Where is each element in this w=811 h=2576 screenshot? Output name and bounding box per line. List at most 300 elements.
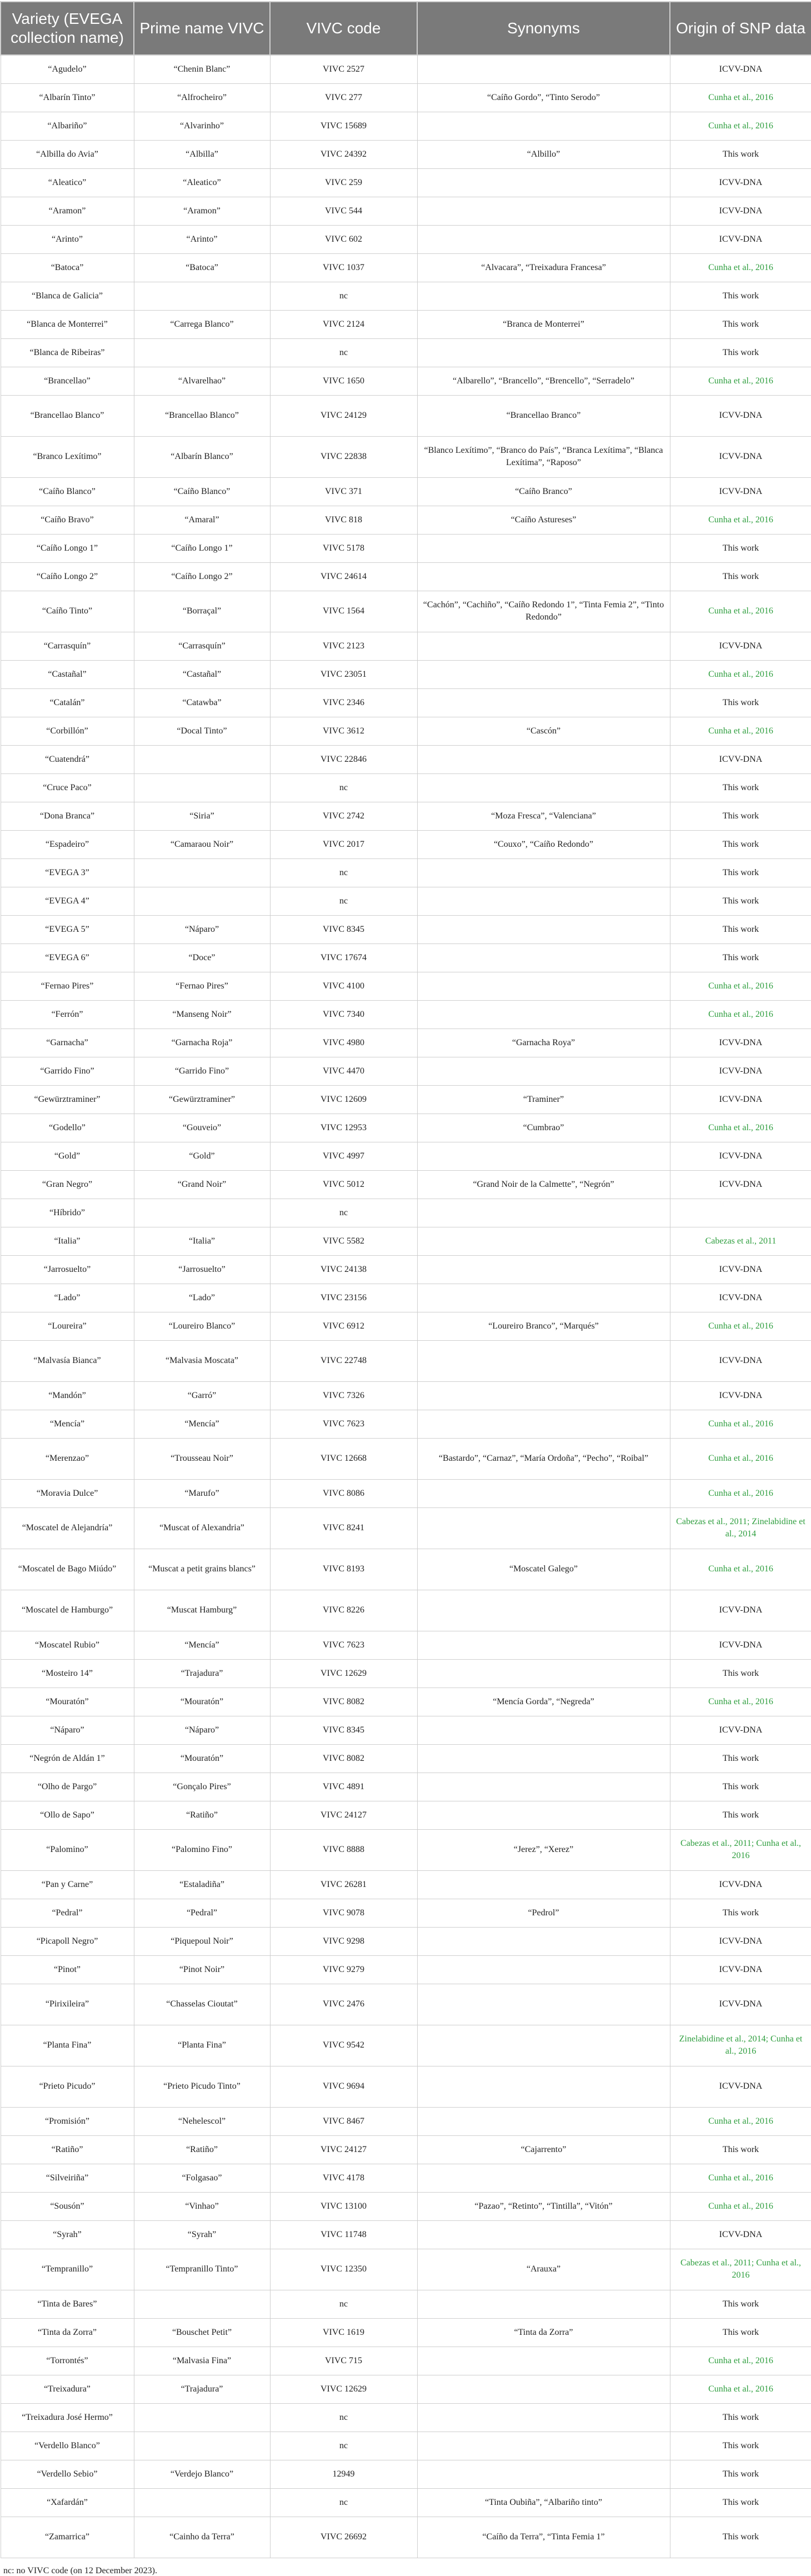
prime-name-cell: “Garnacha Roja” (134, 1029, 270, 1057)
synonyms-cell (417, 1284, 670, 1312)
synonyms-cell (417, 1410, 670, 1438)
table-row (1, 112, 811, 140)
origin-cell[interactable]: Cunha et al., 2016 (670, 2347, 811, 2375)
table-row (1, 140, 811, 168)
variety-cell: “Picapoll Negro” (1, 1927, 134, 1955)
table-header (1, 2, 811, 55)
vivc-code-cell: VIVC 24127 (270, 2135, 417, 2164)
prime-name-cell: “Borraçal” (134, 591, 270, 632)
table-row (1, 1631, 811, 1659)
vivc-code-cell: VIVC 1619 (270, 2318, 417, 2347)
prime-name-cell (134, 2432, 270, 2460)
variety-cell: “Mencía” (1, 1410, 134, 1438)
vivc-code-cell: VIVC 8086 (270, 1479, 417, 1507)
variety-cell: “Híbrido” (1, 1199, 134, 1227)
variety-cell: “Espadeiro” (1, 830, 134, 858)
table-row (1, 2347, 811, 2375)
synonyms-cell (417, 1716, 670, 1744)
vivc-code-cell: VIVC 24614 (270, 562, 417, 591)
prime-name-cell: “Bouschet Petit” (134, 2318, 270, 2347)
table-row (1, 168, 811, 197)
vivc-code-cell: nc (270, 282, 417, 310)
variety-cell: “Cuatendrá” (1, 745, 134, 773)
synonyms-cell (417, 632, 670, 660)
table-row (1, 2290, 811, 2318)
synonyms-cell: “Cascón” (417, 717, 670, 745)
vivc-code-cell: VIVC 2124 (270, 310, 417, 338)
footnote: nc: no VIVC code (on 12 December 2023). (3, 2565, 157, 2575)
synonyms-cell (417, 2220, 670, 2249)
table-row (1, 1438, 811, 1479)
variety-cell: “Albilla do Avia” (1, 140, 134, 168)
table-row (1, 1029, 811, 1057)
prime-name-cell: “Aleatico” (134, 168, 270, 197)
table-row (1, 1829, 811, 1870)
prime-name-cell: “Gold” (134, 1142, 270, 1170)
origin-cell[interactable]: Cunha et al., 2016 (670, 506, 811, 534)
variety-cell: “Ratiño” (1, 2135, 134, 2164)
vivc-code-cell: VIVC 11748 (270, 2220, 417, 2249)
vivc-code-cell: VIVC 4980 (270, 1029, 417, 1057)
prime-name-cell: “Alvarelhao” (134, 367, 270, 395)
origin-cell: This work (670, 2318, 811, 2347)
origin-cell: ICVV-DNA (670, 1927, 811, 1955)
origin-cell[interactable]: Cunha et al., 2016 (670, 972, 811, 1000)
prime-name-cell: “Palomino Fino” (134, 1829, 270, 1870)
variety-cell: “Treixadura José Hermo” (1, 2403, 134, 2432)
vivc-code-cell: nc (270, 858, 417, 887)
prime-name-cell (134, 1199, 270, 1227)
variety-cell: “Arinto” (1, 225, 134, 253)
origin-cell[interactable]: Cabezas et al., 2011; Cunha et al., 2016 (670, 2249, 811, 2290)
table-row (1, 915, 811, 943)
table-row (1, 2164, 811, 2192)
prime-name-cell: “Trousseau Noir” (134, 1438, 270, 1479)
synonyms-cell (417, 338, 670, 367)
variety-cell: “Planta Fina” (1, 2025, 134, 2066)
table-row (1, 830, 811, 858)
prime-name-cell: “Malvasia Moscata” (134, 1340, 270, 1381)
vivc-code-cell: VIVC 23051 (270, 660, 417, 688)
prime-name-cell: “Albilla” (134, 140, 270, 168)
vivc-code-cell: VIVC 7340 (270, 1000, 417, 1029)
origin-cell: ICVV-DNA (670, 1085, 811, 1114)
variety-cell: “Ollo de Sapo” (1, 1801, 134, 1829)
table-row (1, 802, 811, 830)
table-row (1, 1773, 811, 1801)
origin-cell[interactable]: Cunha et al., 2016 (670, 591, 811, 632)
synonyms-cell (417, 1381, 670, 1410)
synonyms-cell (417, 745, 670, 773)
vivc-code-cell: VIVC 8345 (270, 915, 417, 943)
origin-cell: This work (670, 887, 811, 915)
synonyms-cell (417, 858, 670, 887)
vivc-code-cell: VIVC 22838 (270, 436, 417, 477)
prime-name-cell: “Alvarinho” (134, 112, 270, 140)
variety-cell: “Cruce Paco” (1, 773, 134, 802)
table-row (1, 660, 811, 688)
vivc-code-cell: VIVC 5582 (270, 1227, 417, 1255)
table-row (1, 887, 811, 915)
origin-cell[interactable]: Cunha et al., 2016 (670, 660, 811, 688)
synonyms-cell: “Tinta Oubiña”, “Albariño tinto” (417, 2488, 670, 2517)
prime-name-cell: “Folgasao” (134, 2164, 270, 2192)
variety-cell: “Corbillón” (1, 717, 134, 745)
origin-cell: This work (670, 2135, 811, 2164)
vivc-code-cell: VIVC 715 (270, 2347, 417, 2375)
variety-cell: “Verdello Sebio” (1, 2460, 134, 2488)
prime-name-cell (134, 858, 270, 887)
synonyms-cell (417, 1590, 670, 1631)
origin-cell[interactable]: Cunha et al., 2016 (670, 2192, 811, 2220)
variety-cell: “Lado” (1, 1284, 134, 1312)
vivc-code-cell: VIVC 1037 (270, 253, 417, 282)
vivc-code-cell: nc (270, 773, 417, 802)
vivc-code-cell: 12949 (270, 2460, 417, 2488)
synonyms-cell (417, 2066, 670, 2107)
table-row (1, 1744, 811, 1773)
table-row (1, 395, 811, 436)
variety-cell: “Syrah” (1, 2220, 134, 2249)
synonyms-cell: “Pedrol” (417, 1899, 670, 1927)
prime-name-cell: “Jarrosuelto” (134, 1255, 270, 1284)
table-row (1, 1507, 811, 1549)
vivc-code-cell: VIVC 15689 (270, 112, 417, 140)
prime-name-cell: “Carrasquín” (134, 632, 270, 660)
synonyms-cell (417, 1340, 670, 1381)
variety-cell: “Blanca de Ribeiras” (1, 338, 134, 367)
prime-name-cell: “Vinhao” (134, 2192, 270, 2220)
synonyms-cell (417, 887, 670, 915)
origin-cell: ICVV-DNA (670, 1870, 811, 1899)
variety-cell: “EVEGA 6” (1, 943, 134, 972)
synonyms-cell: “Tinta da Zorra” (417, 2318, 670, 2347)
variety-cell: “Brancellao” (1, 367, 134, 395)
synonyms-cell (417, 1773, 670, 1801)
table-row (1, 1410, 811, 1438)
origin-cell[interactable]: Cunha et al., 2016 (670, 1688, 811, 1716)
origin-cell[interactable]: Cunha et al., 2016 (670, 367, 811, 395)
variety-cell: “Caíño Tinto” (1, 591, 134, 632)
origin-cell[interactable]: Cunha et al., 2016 (670, 1000, 811, 1029)
origin-cell[interactable]: Cunha et al., 2016 (670, 253, 811, 282)
table-row (1, 1142, 811, 1170)
table-row (1, 367, 811, 395)
origin-cell[interactable]: Cabezas et al., 2011 (670, 1227, 811, 1255)
variety-cell: “Negrón de Aldán 1” (1, 1744, 134, 1773)
table-row (1, 1114, 811, 1142)
table-row (1, 2220, 811, 2249)
table-row (1, 1479, 811, 1507)
synonyms-cell (417, 1744, 670, 1773)
vivc-code-cell: VIVC 12668 (270, 1438, 417, 1479)
synonyms-cell (417, 688, 670, 717)
prime-name-cell: “Grand Noir” (134, 1170, 270, 1199)
synonyms-cell: “Garnacha Roya” (417, 1029, 670, 1057)
synonyms-cell (417, 197, 670, 225)
prime-name-cell: “Mouratón” (134, 1688, 270, 1716)
variety-cell: “Albariño” (1, 112, 134, 140)
synonyms-cell (417, 1227, 670, 1255)
origin-cell: ICVV-DNA (670, 1057, 811, 1085)
synonyms-cell (417, 2164, 670, 2192)
prime-name-cell: “Verdejo Blanco” (134, 2460, 270, 2488)
synonyms-cell: “Caíño Gordo”, “Tinto Serodo” (417, 83, 670, 112)
table-row (1, 55, 811, 83)
origin-cell[interactable]: Cunha et al., 2016 (670, 1479, 811, 1507)
vivc-code-cell: VIVC 17674 (270, 943, 417, 972)
synonyms-cell: “Grand Noir de la Calmette”, “Negrón” (417, 1170, 670, 1199)
prime-name-cell: “Marufo” (134, 1479, 270, 1507)
prime-name-cell (134, 2488, 270, 2517)
origin-cell: ICVV-DNA (670, 2220, 811, 2249)
origin-cell[interactable]: Cabezas et al., 2011; Zinelabidine et al., 2014 (670, 1507, 811, 1549)
table-row (1, 2432, 811, 2460)
origin-cell[interactable]: Cunha et al., 2016 (670, 2107, 811, 2135)
synonyms-cell (417, 534, 670, 562)
synonyms-cell (417, 1631, 670, 1659)
prime-name-cell: “Gonçalo Pires” (134, 1773, 270, 1801)
table-row (1, 717, 811, 745)
vivc-code-cell: VIVC 8241 (270, 1507, 417, 1549)
prime-name-cell: “Chenin Blanc” (134, 55, 270, 83)
origin-cell: This work (670, 688, 811, 717)
variety-cell: “Moravia Dulce” (1, 1479, 134, 1507)
prime-name-cell: “Ratiño” (134, 2135, 270, 2164)
prime-name-cell: “Amaral” (134, 506, 270, 534)
variety-cell: “Torrontés” (1, 2347, 134, 2375)
origin-cell: ICVV-DNA (670, 55, 811, 83)
prime-name-cell: “Náparo” (134, 1716, 270, 1744)
variety-cell: “Aramon” (1, 197, 134, 225)
variety-cell: “Xafardán” (1, 2488, 134, 2517)
vivc-code-cell: VIVC 8226 (270, 1590, 417, 1631)
table-row (1, 1927, 811, 1955)
origin-cell: This work (670, 773, 811, 802)
prime-name-cell: “Alfrocheiro” (134, 83, 270, 112)
vivc-code-cell: VIVC 3612 (270, 717, 417, 745)
table-row (1, 2488, 811, 2517)
prime-name-cell: “Prieto Picudo Tinto” (134, 2066, 270, 2107)
origin-cell[interactable]: Cunha et al., 2016 (670, 2164, 811, 2192)
table-row (1, 197, 811, 225)
prime-name-cell: “Malvasia Fina” (134, 2347, 270, 2375)
variety-cell: “Mouratón” (1, 1688, 134, 1716)
prime-name-cell: “Muscat Hamburg” (134, 1590, 270, 1631)
variety-cell: “Godello” (1, 1114, 134, 1142)
variety-cell: “Pan y Carne” (1, 1870, 134, 1899)
table-row (1, 1688, 811, 1716)
variety-cell: “Zamarrica” (1, 2517, 134, 2558)
origin-cell: ICVV-DNA (670, 395, 811, 436)
prime-name-cell (134, 773, 270, 802)
table-row (1, 2066, 811, 2107)
synonyms-cell: “Mencía Gorda”, “Negreda” (417, 1688, 670, 1716)
prime-name-cell: “Pinot Noir” (134, 1955, 270, 1984)
synonyms-cell (417, 1057, 670, 1085)
table-row (1, 436, 811, 477)
prime-name-cell: “Mencía” (134, 1631, 270, 1659)
vivc-code-cell: VIVC 24127 (270, 1801, 417, 1829)
prime-name-cell: “Batoca” (134, 253, 270, 282)
synonyms-cell (417, 112, 670, 140)
synonyms-cell: “Brancellao Branco” (417, 395, 670, 436)
origin-cell: ICVV-DNA (670, 436, 811, 477)
prime-name-cell: “Mencía” (134, 1410, 270, 1438)
origin-cell: ICVV-DNA (670, 225, 811, 253)
origin-cell[interactable]: Zinelabidine et al., 2014; Cunha et al., 2016 (670, 2025, 811, 2066)
origin-cell[interactable]: Cunha et al., 2016 (670, 83, 811, 112)
synonyms-cell (417, 2460, 670, 2488)
table-row (1, 1255, 811, 1284)
synonyms-cell: “Branca de Monterrei” (417, 310, 670, 338)
synonyms-cell (417, 2347, 670, 2375)
origin-cell: This work (670, 282, 811, 310)
variety-cell: “Olho de Pargo” (1, 1773, 134, 1801)
origin-cell: ICVV-DNA (670, 1284, 811, 1312)
prime-name-cell: “Caíño Blanco” (134, 477, 270, 506)
table-row (1, 1170, 811, 1199)
variety-cell: “Loureira” (1, 1312, 134, 1340)
synonyms-cell (417, 225, 670, 253)
synonyms-cell (417, 2107, 670, 2135)
vivc-code-cell: VIVC 4891 (270, 1773, 417, 1801)
variety-cell: “Garrido Fino” (1, 1057, 134, 1085)
table-row (1, 1955, 811, 1984)
prime-name-cell (134, 887, 270, 915)
vivc-code-cell: VIVC 602 (270, 225, 417, 253)
synonyms-cell (417, 2025, 670, 2066)
variety-cell: “Caíño Bravo” (1, 506, 134, 534)
prime-name-cell: “Pedral” (134, 1899, 270, 1927)
synonyms-cell: “Cumbrao” (417, 1114, 670, 1142)
vivc-code-cell: VIVC 23156 (270, 1284, 417, 1312)
vivc-code-cell: VIVC 24392 (270, 140, 417, 168)
vivc-code-cell: nc (270, 2432, 417, 2460)
header-vivc-code: VIVC code (270, 2, 417, 55)
origin-cell[interactable]: Cunha et al., 2016 (670, 1312, 811, 1340)
table-row (1, 2025, 811, 2066)
prime-name-cell: “Muscat a petit grains blancs” (134, 1549, 270, 1590)
synonyms-cell: “Alvacara”, “Treixadura Francesa” (417, 253, 670, 282)
table-row (1, 253, 811, 282)
origin-cell[interactable]: Cunha et al., 2016 (670, 1410, 811, 1438)
variety-cell: “Promisión” (1, 2107, 134, 2135)
prime-name-cell: “Chasselas Cioutat” (134, 1984, 270, 2025)
vivc-code-cell: VIVC 818 (270, 506, 417, 534)
table-row (1, 2107, 811, 2135)
table-row (1, 338, 811, 367)
vivc-code-cell: VIVC 12609 (270, 1085, 417, 1114)
vivc-code-cell: VIVC 8888 (270, 1829, 417, 1870)
origin-cell[interactable]: Cunha et al., 2016 (670, 2375, 811, 2403)
prime-name-cell: “Gouveio” (134, 1114, 270, 1142)
table-row (1, 1899, 811, 1927)
synonyms-cell (417, 1955, 670, 1984)
variety-cell: “Tempranillo” (1, 2249, 134, 2290)
prime-name-cell: “Loureiro Blanco” (134, 1312, 270, 1340)
origin-cell: This work (670, 534, 811, 562)
prime-name-cell: “Docal Tinto” (134, 717, 270, 745)
vivc-code-cell: VIVC 2017 (270, 830, 417, 858)
origin-cell: This work (670, 140, 811, 168)
variety-cell: “Verdello Blanco” (1, 2432, 134, 2460)
prime-name-cell: “Planta Fina” (134, 2025, 270, 2066)
variety-cell: “Gold” (1, 1142, 134, 1170)
variety-cell: “Mandón” (1, 1381, 134, 1410)
origin-cell: This work (670, 1659, 811, 1688)
variety-cell: “Aleatico” (1, 168, 134, 197)
synonyms-cell: “Caíño da Terra”, “Tinta Femia 1” (417, 2517, 670, 2558)
prime-name-cell: “Syrah” (134, 2220, 270, 2249)
synonyms-cell (417, 915, 670, 943)
synonyms-cell (417, 1659, 670, 1688)
origin-cell: ICVV-DNA (670, 1955, 811, 1984)
vivc-code-cell: VIVC 7623 (270, 1631, 417, 1659)
variety-cell: “Moscatel de Alejandría” (1, 1507, 134, 1549)
prime-name-cell: “Tempranillo Tinto” (134, 2249, 270, 2290)
prime-name-cell: “Nehelescol” (134, 2107, 270, 2135)
synonyms-cell: “Blanco Lexítimo”, “Branco do País”, “Branca Lexítima”, “Blanca Lexítima”, “Raposo” (417, 436, 670, 477)
origin-cell[interactable]: Cunha et al., 2016 (670, 1438, 811, 1479)
vivc-code-cell: VIVC 24138 (270, 1255, 417, 1284)
vivc-code-cell: VIVC 7623 (270, 1410, 417, 1438)
table-row (1, 1227, 811, 1255)
table-body (1, 55, 811, 2558)
table-row (1, 972, 811, 1000)
origin-cell: ICVV-DNA (670, 1631, 811, 1659)
variety-cell: “Moscatel de Bago Miúdo” (1, 1549, 134, 1590)
variety-cell: “Garnacha” (1, 1029, 134, 1057)
prime-name-cell: “Arinto” (134, 225, 270, 253)
synonyms-cell: “Loureiro Branco”, “Marqués” (417, 1312, 670, 1340)
origin-cell: This work (670, 2403, 811, 2432)
prime-name-cell: “Italia” (134, 1227, 270, 1255)
vivc-code-cell: VIVC 5178 (270, 534, 417, 562)
variety-cell: “Albarín Tinto” (1, 83, 134, 112)
vivc-code-cell: VIVC 12350 (270, 2249, 417, 2290)
table-row (1, 2460, 811, 2488)
variety-cell: “Castañal” (1, 660, 134, 688)
origin-cell: This work (670, 2290, 811, 2318)
table-row (1, 1984, 811, 2025)
prime-name-cell: “Gewürztraminer” (134, 1085, 270, 1114)
origin-cell[interactable]: Cunha et al., 2016 (670, 717, 811, 745)
vivc-code-cell: VIVC 371 (270, 477, 417, 506)
synonyms-cell: “Albarello”, “Brancello”, “Brencello”, “Serradelo” (417, 367, 670, 395)
origin-cell[interactable]: Cunha et al., 2016 (670, 112, 811, 140)
origin-cell[interactable]: Cabezas et al., 2011; Cunha et al., 2016 (670, 1829, 811, 1870)
origin-cell: ICVV-DNA (670, 197, 811, 225)
origin-cell[interactable]: Cunha et al., 2016 (670, 1549, 811, 1590)
table-row (1, 1284, 811, 1312)
vivc-code-cell: VIVC 8082 (270, 1688, 417, 1716)
vivc-code-cell: VIVC 2527 (270, 55, 417, 83)
prime-name-cell: “Garrido Fino” (134, 1057, 270, 1085)
vivc-code-cell: VIVC 4997 (270, 1142, 417, 1170)
origin-cell: This work (670, 1744, 811, 1773)
vivc-code-cell: VIVC 26281 (270, 1870, 417, 1899)
vivc-code-cell: VIVC 9694 (270, 2066, 417, 2107)
synonyms-cell (417, 1199, 670, 1227)
synonyms-cell: “Pazao”, “Retinto”, “Tintilla”, “Vitón” (417, 2192, 670, 2220)
variety-cell: “Italia” (1, 1227, 134, 1255)
prime-name-cell: “Cainho da Terra” (134, 2517, 270, 2558)
prime-name-cell: “Aramon” (134, 197, 270, 225)
origin-cell[interactable]: Cunha et al., 2016 (670, 1114, 811, 1142)
prime-name-cell: “Castañal” (134, 660, 270, 688)
variety-cell: “Catalán” (1, 688, 134, 717)
